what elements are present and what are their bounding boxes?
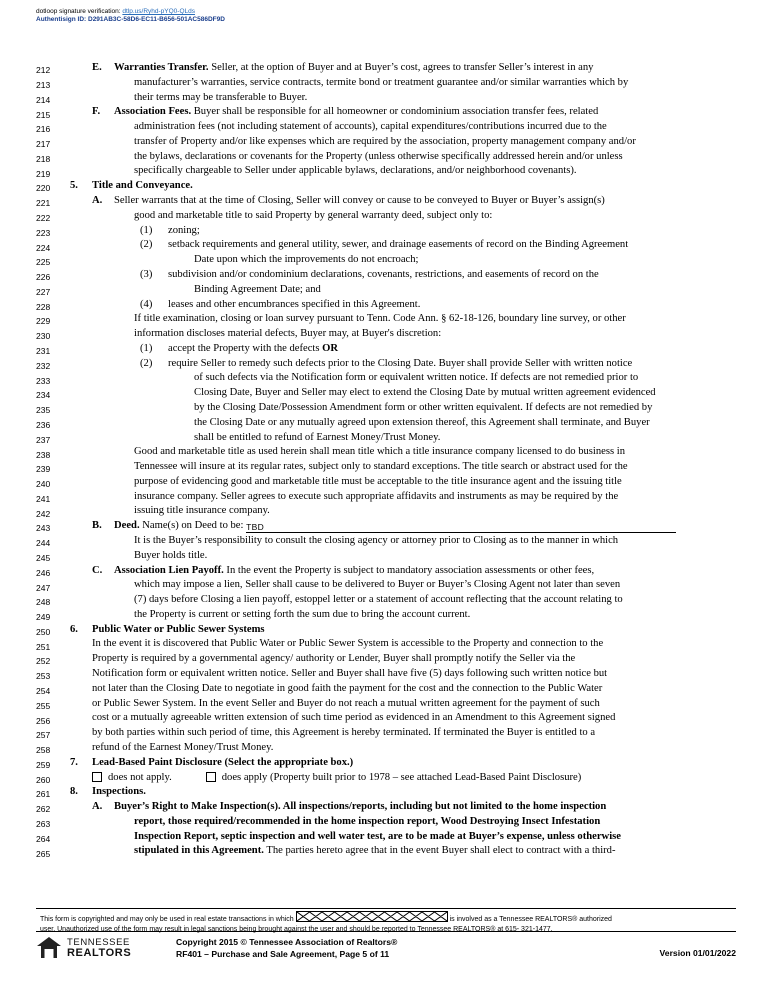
line-number: 213 bbox=[36, 79, 51, 90]
line-body-text: Closing Date, Buyer and Seller may elect to extend the Closing Date by mutual written agreement evidenced bbox=[194, 387, 656, 399]
line-number: 258 bbox=[36, 745, 51, 756]
document-line bbox=[36, 831, 736, 846]
logo-text-block bbox=[67, 938, 131, 959]
dotloop-verification-line bbox=[36, 8, 225, 16]
document-line bbox=[36, 712, 736, 727]
line-text bbox=[64, 417, 736, 430]
line-text bbox=[64, 165, 736, 178]
line-number: 263 bbox=[36, 819, 51, 830]
line-number: 227 bbox=[36, 286, 51, 297]
document-line bbox=[36, 269, 736, 284]
line-marker: (4) bbox=[140, 298, 153, 310]
line-number: 242 bbox=[36, 508, 51, 519]
footer-note-part1: This form is copyrighted and may only be used in real estate transactions in which bbox=[40, 916, 296, 923]
document-line bbox=[36, 491, 736, 506]
line-number: 212 bbox=[36, 65, 51, 76]
line-body-text: which may impose a lien, Seller shall cause to be delivered to Buyer or Buyer’s Closing Agent not later than seven bbox=[134, 579, 621, 591]
line-text bbox=[64, 358, 736, 371]
line-number: 220 bbox=[36, 183, 51, 194]
line-number: 262 bbox=[36, 804, 51, 815]
line-marker: (1) bbox=[140, 224, 153, 236]
line-text bbox=[64, 343, 736, 356]
line-text bbox=[64, 550, 736, 563]
document-line bbox=[36, 535, 736, 550]
line-number: 224 bbox=[36, 242, 51, 253]
line-text bbox=[64, 446, 736, 459]
footer-divider-top bbox=[36, 908, 736, 909]
line-text bbox=[64, 239, 736, 252]
line-bold-tail: OR bbox=[322, 342, 339, 354]
line-body-text: Good and marketable title as used herein shall mean title which a title insurance company licensed to do business in bbox=[134, 446, 626, 458]
document-line bbox=[36, 683, 736, 698]
line-body-text: It is the Buyer’s responsibility to consult the closing agency or attorney prior to Closing as to the manner in which bbox=[134, 535, 619, 546]
footer-main bbox=[36, 934, 736, 974]
line-body-text: leases and other encumbrances specified in this Agreement. bbox=[168, 298, 421, 310]
line-marker: (1) bbox=[140, 342, 153, 354]
line-body-text: purpose of evidencing good and marketable title must be acceptable to the title insurance agent and the issuing title bbox=[134, 475, 622, 487]
line-text bbox=[64, 683, 736, 696]
document-line bbox=[36, 505, 736, 520]
line-text bbox=[64, 210, 736, 223]
line-number: 234 bbox=[36, 390, 51, 401]
document-line bbox=[36, 239, 736, 254]
line-body-text: cost or a mutually agreeable written extension of such time period as evidenced in an Amendment to this Agreement signed bbox=[92, 712, 616, 724]
line-body-text: Property is required by a governmental agency/ authority or Lender, Buyer shall promptly notify the Seller via the bbox=[92, 653, 576, 665]
line-body-text: issuing title insurance company. bbox=[134, 505, 270, 517]
esign-verification-header bbox=[36, 8, 225, 24]
document-line bbox=[36, 210, 736, 225]
line-bold-lead: Association Lien Payoff. bbox=[114, 564, 224, 576]
document-line bbox=[36, 358, 736, 373]
line-number: 216 bbox=[36, 124, 51, 135]
document-line bbox=[36, 742, 736, 757]
document-line bbox=[36, 757, 736, 772]
line-body-text: of such defects via the Notification form or equivalent written notice. If defects are not remedied prior to bbox=[194, 372, 639, 384]
document-line bbox=[36, 801, 736, 816]
deed-name-value: TBD bbox=[246, 521, 265, 532]
line-number: 260 bbox=[36, 774, 51, 785]
line-marker: 5. bbox=[70, 180, 78, 192]
line-number: 215 bbox=[36, 109, 51, 120]
line-text bbox=[64, 638, 736, 651]
line-text bbox=[64, 121, 736, 134]
line-marker: 6. bbox=[70, 623, 78, 635]
line-body-text: If title examination, closing or loan survey pursuant to Tenn. Code Ann. § 62-18-126, boundary line survey, or other bbox=[134, 313, 626, 325]
line-number: 232 bbox=[36, 360, 51, 371]
line-body-text: Seller warrants that at the time of Closing, Seller will convey or cause to be conveyed to Buyer or Buyer’s assign(s) bbox=[114, 195, 605, 207]
line-marker: A. bbox=[92, 801, 103, 813]
footer-form-info bbox=[176, 936, 397, 960]
dotloop-verification-link[interactable]: dtlp.us/Ryhd-pYQ0-QLds bbox=[122, 8, 195, 15]
line-text bbox=[64, 535, 736, 548]
redacted-name-field bbox=[296, 911, 448, 922]
line-body-text: In the event it is discovered that Public Water or Public Sewer System is accessible to the Property and connection to the bbox=[92, 638, 604, 650]
line-bold-text: Lead-Based Paint Disclosure (Select the appropriate box.) bbox=[92, 756, 354, 768]
line-text bbox=[64, 831, 736, 844]
line-body-text: the Closing Date or any mutually agreed upon extension thereof, this Agreement shall terminate, and Buyer bbox=[194, 416, 650, 428]
line-number: 261 bbox=[36, 789, 51, 800]
line-number: 257 bbox=[36, 730, 51, 741]
document-body bbox=[36, 62, 736, 860]
line-text bbox=[64, 712, 736, 725]
line-marker: C. bbox=[92, 564, 103, 576]
line-text bbox=[64, 432, 736, 445]
line-text bbox=[64, 225, 736, 238]
line-text bbox=[64, 195, 736, 208]
document-line bbox=[36, 372, 736, 387]
document-line bbox=[36, 284, 736, 299]
line-body-text: subdivision and/or condominium declarations, covenants, restrictions, and easements of record on the bbox=[168, 268, 599, 280]
line-number: 230 bbox=[36, 331, 51, 342]
document-line bbox=[36, 432, 736, 447]
document-line bbox=[36, 328, 736, 343]
document-line bbox=[36, 476, 736, 491]
line-number: 229 bbox=[36, 316, 51, 327]
line-text bbox=[64, 491, 736, 504]
document-line bbox=[36, 698, 736, 713]
line-bold-text: Buyer’s Right to Make Inspection(s). All inspections/reports, including but not limited to the home inspection bbox=[114, 801, 607, 813]
line-body-text: The parties hereto agree that in the event Buyer shall elect to contract with a third- bbox=[263, 845, 616, 857]
line-body-text: good and marketable title to said Property by general warranty deed, subject only to: bbox=[134, 209, 493, 221]
line-body-text: by the Closing Date/Possession Amendment form or other written equivalent. If defects are not remedied by bbox=[194, 401, 653, 413]
line-body-text: require Seller to remedy such defects prior to the Closing Date. Buyer shall provide Seller with written notice bbox=[168, 357, 633, 369]
line-number: 244 bbox=[36, 538, 51, 549]
line-bold-text: Public Water or Public Sewer Systems bbox=[92, 623, 265, 635]
document-line bbox=[36, 136, 736, 151]
line-number: 221 bbox=[36, 198, 51, 209]
line-text bbox=[64, 505, 736, 518]
line-number: 228 bbox=[36, 301, 51, 312]
line-text bbox=[64, 77, 736, 90]
line-text bbox=[64, 742, 736, 755]
line-marker: E. bbox=[92, 62, 102, 73]
line-number: 265 bbox=[36, 848, 51, 859]
line-text bbox=[64, 106, 736, 119]
line-text bbox=[64, 845, 736, 858]
document-line bbox=[36, 151, 736, 166]
line-body-text: insurance company. Seller agrees to execute such appropriate affidavits and instruments as may be required by the bbox=[134, 490, 619, 502]
logo-line-1: TENNESSEE bbox=[67, 936, 130, 948]
line-text bbox=[64, 151, 736, 164]
document-line bbox=[36, 772, 736, 787]
line-body-text: or Public Sewer System. In the event Seller and Buyer do not reach a mutual written agreement for the payment of such bbox=[92, 697, 600, 709]
line-body-text: not later than the Closing Date to negotiate in good faith the payment for the cost and the connection to the Public Water bbox=[92, 682, 603, 694]
document-line bbox=[36, 343, 736, 358]
document-line bbox=[36, 92, 736, 107]
document-line bbox=[36, 77, 736, 92]
lead-paint-option-2[interactable] bbox=[206, 772, 582, 783]
line-body-text: Name(s) on Deed to be: bbox=[139, 520, 247, 532]
checkbox[interactable] bbox=[206, 772, 216, 782]
line-number: 235 bbox=[36, 405, 51, 416]
document-line bbox=[36, 653, 736, 668]
line-bold-lead: Association Fees. bbox=[114, 106, 192, 118]
document-line bbox=[36, 180, 736, 195]
line-number: 219 bbox=[36, 168, 51, 179]
line-number: 237 bbox=[36, 434, 51, 445]
line-text bbox=[64, 180, 736, 193]
footer-divider-bottom bbox=[36, 931, 736, 932]
line-bold-lead: stipulated in this Agreement. bbox=[134, 845, 264, 857]
document-line bbox=[36, 446, 736, 461]
document-line bbox=[36, 402, 736, 417]
line-number: 241 bbox=[36, 493, 51, 504]
document-line bbox=[36, 727, 736, 742]
document-line bbox=[36, 550, 736, 565]
line-marker: 7. bbox=[70, 756, 78, 768]
line-bold-lead: Warranties Transfer. bbox=[114, 62, 209, 73]
document-line bbox=[36, 565, 736, 580]
tennessee-realtors-logo bbox=[36, 936, 131, 960]
document-line bbox=[36, 609, 736, 624]
document-line bbox=[36, 668, 736, 683]
line-text bbox=[64, 801, 736, 814]
line-text bbox=[64, 653, 736, 666]
line-number: 249 bbox=[36, 612, 51, 623]
line-number: 239 bbox=[36, 464, 51, 475]
document-line bbox=[36, 417, 736, 432]
line-marker: B. bbox=[92, 520, 102, 532]
line-number: 243 bbox=[36, 523, 51, 534]
line-text bbox=[64, 299, 736, 312]
footer-version: Version 01/01/2022 bbox=[659, 948, 736, 958]
line-number: 259 bbox=[36, 759, 51, 770]
line-text bbox=[64, 520, 736, 533]
line-body-text: by both parties within such period of time, this Agreement is hereby terminated. If terminated the Buyer is entitled to a bbox=[92, 727, 596, 739]
document-line bbox=[36, 624, 736, 639]
line-number: 250 bbox=[36, 626, 51, 637]
footer-form-name-line: RF401 – Purchase and Sale Agreement, Page 5 of 11 bbox=[176, 949, 390, 959]
document-line bbox=[36, 816, 736, 831]
line-text bbox=[64, 772, 736, 785]
line-bold-text: Inspections. bbox=[92, 786, 146, 798]
checkbox[interactable] bbox=[92, 772, 102, 782]
line-body-text: setback requirements and general utility, sewer, and drainage easements of record on the Binding Agreement bbox=[168, 239, 629, 251]
line-text bbox=[64, 62, 736, 75]
line-body-text: their terms may be transferable to Buyer. bbox=[134, 91, 308, 103]
line-text bbox=[64, 92, 736, 105]
line-body-text: Buyer shall be responsible for all homeowner or condominium association transfer fees, related bbox=[191, 106, 599, 118]
line-number: 217 bbox=[36, 139, 51, 150]
document-line bbox=[36, 594, 736, 609]
line-bold-text: Inspection Report, septic inspection and well water test, are to be made at Buyer’s expense, unless otherwise bbox=[134, 830, 621, 842]
line-marker: (2) bbox=[140, 239, 153, 251]
document-line bbox=[36, 520, 736, 535]
line-text bbox=[64, 609, 736, 622]
document-line bbox=[36, 165, 736, 180]
line-text bbox=[64, 594, 736, 607]
line-number: 226 bbox=[36, 272, 51, 283]
document-line bbox=[36, 387, 736, 402]
line-body-text: Date upon which the improvements do not encroach; bbox=[194, 254, 419, 266]
line-text bbox=[64, 727, 736, 740]
line-text bbox=[64, 387, 736, 400]
line-body-text: the bylaws, declarations or covenants for the Property (unless otherwise specifically addressed herein and/or unless bbox=[134, 150, 623, 162]
document-line bbox=[36, 845, 736, 860]
line-number: 238 bbox=[36, 449, 51, 460]
line-text bbox=[64, 624, 736, 637]
line-text bbox=[64, 476, 736, 489]
line-number: 236 bbox=[36, 419, 51, 430]
line-text bbox=[64, 372, 736, 385]
line-body-text: (7) days before Closing a lien payoff, estoppel letter or a statement of account reflecting that the account relating to bbox=[134, 594, 623, 606]
line-body-text: Buyer holds title. bbox=[134, 549, 208, 561]
line-number: 222 bbox=[36, 213, 51, 223]
line-text bbox=[64, 565, 736, 578]
line-body-text: shall be entitled to refund of Earnest Money/Trust Money. bbox=[194, 431, 441, 443]
line-text bbox=[64, 461, 736, 474]
document-line bbox=[36, 299, 736, 314]
line-number: 253 bbox=[36, 671, 51, 682]
line-body-text: the Property is current or setting forth the sum due to bring the account current. bbox=[134, 608, 471, 620]
dotloop-verification-label: dotloop signature verification: bbox=[36, 8, 121, 15]
line-number: 254 bbox=[36, 686, 51, 696]
document-line bbox=[36, 461, 736, 476]
line-body-text: Tennessee will insure at its regular rates, subject only to standard exceptions. The title search or abstract used for the bbox=[134, 461, 628, 473]
deed-name-field[interactable] bbox=[246, 521, 676, 533]
document-line bbox=[36, 62, 736, 77]
document-line bbox=[36, 638, 736, 653]
document-line bbox=[36, 106, 736, 121]
line-body-text: refund of the Earnest Money/Trust Money. bbox=[92, 741, 274, 753]
document-line bbox=[36, 313, 736, 328]
authentisign-id: Authentisign ID: D291AB3C-58D6-EC11-B656-501AC586DF9D bbox=[36, 16, 225, 24]
line-text bbox=[64, 284, 736, 297]
footer-note-part2: is involved as a Tennessee REALTORS® authorized bbox=[447, 916, 612, 923]
checkbox-label: does not apply. bbox=[108, 771, 172, 783]
line-body-text: Notification form or equivalent written notice. Seller and Buyer shall have five (5) days following such written notice but bbox=[92, 668, 608, 680]
document-line bbox=[36, 225, 736, 240]
line-text bbox=[64, 757, 736, 770]
line-text bbox=[64, 786, 736, 799]
line-body-text: Binding Agreement Date; and bbox=[194, 283, 321, 295]
line-text bbox=[64, 579, 736, 592]
document-line bbox=[36, 786, 736, 801]
line-number: 233 bbox=[36, 375, 51, 386]
line-number: 247 bbox=[36, 582, 51, 593]
line-text bbox=[64, 254, 736, 267]
line-number: 255 bbox=[36, 700, 51, 711]
line-body-text: accept the Property with the defects bbox=[168, 342, 323, 354]
line-number: 218 bbox=[36, 153, 51, 164]
document-line bbox=[36, 579, 736, 594]
footer-note-line2: user. Unauthorized use of the form may result in legal sanctions being brought against the user and should be reported to Tennessee REALTORS® at 615- 321-1477. bbox=[40, 925, 553, 933]
line-text bbox=[64, 269, 736, 282]
line-number: 252 bbox=[36, 656, 51, 667]
line-bold-text: Title and Conveyance. bbox=[92, 180, 193, 192]
line-number: 240 bbox=[36, 479, 51, 490]
line-text bbox=[64, 668, 736, 681]
line-body-text: In the event the Property is subject to mandatory association assessments or other fees, bbox=[223, 564, 595, 576]
line-number: 256 bbox=[36, 715, 51, 726]
line-number: 225 bbox=[36, 257, 51, 268]
document-line bbox=[36, 254, 736, 269]
logo-line-2: REALTORS bbox=[67, 947, 132, 959]
document-line bbox=[36, 121, 736, 136]
checkbox-label: does apply (Property built prior to 1978 – see attached Lead-Based Paint Disclosure) bbox=[221, 771, 582, 783]
line-number: 251 bbox=[36, 641, 51, 652]
document-line bbox=[36, 195, 736, 210]
realtors-house-icon bbox=[36, 936, 62, 960]
line-body-text: administration fees (not including statement of accounts), capital expenditures/contributions incurred due to the bbox=[134, 121, 607, 133]
line-bold-lead: Deed. bbox=[114, 520, 140, 532]
line-body-text: manufacturer’s warranties, service contracts, termite bond or treatment guarantee and/or similar warranties which by bbox=[134, 76, 629, 88]
line-marker: (2) bbox=[140, 357, 153, 369]
line-marker: (3) bbox=[140, 268, 153, 280]
line-number: 246 bbox=[36, 567, 51, 578]
line-number: 248 bbox=[36, 597, 51, 608]
lead-paint-option-1[interactable] bbox=[92, 772, 172, 783]
line-number: 231 bbox=[36, 346, 51, 357]
line-body-text: information discloses material defects, Buyer may, at Buyer's discretion: bbox=[134, 328, 442, 340]
line-body-text: zoning; bbox=[168, 224, 200, 236]
line-marker: 8. bbox=[70, 786, 78, 798]
line-text bbox=[64, 136, 736, 149]
line-marker: A. bbox=[92, 195, 103, 207]
line-number: 214 bbox=[36, 94, 51, 105]
line-text bbox=[64, 313, 736, 326]
line-text bbox=[64, 402, 736, 415]
line-body-text: specifically chargeable to Seller under applicable bylaws, declarations, and/or neighborhood covenants). bbox=[134, 165, 577, 177]
line-marker: F. bbox=[92, 106, 101, 118]
footer-copyright-line: Copyright 2015 © Tennessee Association of Realtors® bbox=[176, 937, 398, 947]
line-number: 245 bbox=[36, 552, 51, 563]
line-text bbox=[64, 328, 736, 341]
line-number: 223 bbox=[36, 227, 51, 238]
line-body-text: Seller, at the option of Buyer and at Buyer’s cost, agrees to transfer Seller’s interest in any bbox=[208, 62, 594, 73]
line-text bbox=[64, 698, 736, 711]
line-text bbox=[64, 816, 736, 829]
line-bold-text: report, those required/recommended in the home inspection report, Wood Destroying Insect Infestation bbox=[134, 815, 601, 827]
line-number: 264 bbox=[36, 833, 51, 844]
line-body-text: transfer of Property and/or like expenses which are required by the association, property management company and/or bbox=[134, 135, 636, 147]
